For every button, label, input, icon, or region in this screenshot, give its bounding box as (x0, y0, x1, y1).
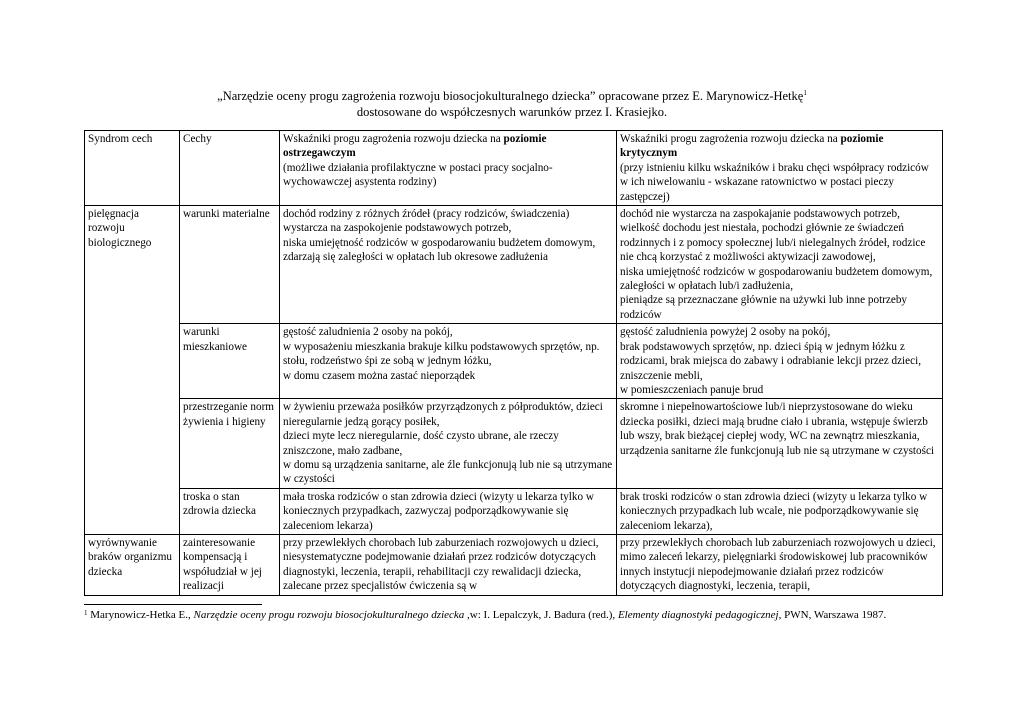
feature-cell: warunki materialne (180, 206, 280, 324)
table-row (85, 534, 943, 595)
title-line-2: dostosowane do współczesnych warunków przez I. Krasiejko. (356, 105, 668, 119)
warning-level-note: (możliwe działania profilaktyczne w postaci pracy socjalno-wychowawczej asystenta rodziny) (283, 161, 553, 189)
critical-cell: dochód nie wystarcza na zaspokajanie podstawowych potrzeb, wielkość dochodu jest niestała, pochodzi głównie ze świadczeń rodzinnych i z pomocy społecznej lub/i nielegalnych źródeł, rodzice nie chcą korzystać z możliwości aktywizacji zawodowej, niska umiejętność rodziców w gospodarowaniu budżetem domowym, zaległości w opłatach lub/i zadłużenia, pieniądze są przeznaczane głównie na używki lub inne potrzeby rodziców (617, 206, 943, 324)
warning-cell: mała troska rodziców o stan zdrowia dzieci (wizyty u lekarza tylko w koniecznych przypadkach, zazwyczaj podporządkowywanie się zaleceniom lekarza) (280, 488, 617, 534)
table-row (85, 488, 943, 534)
critical-cell: przy przewlekłych chorobach lub zaburzeniach rozwojowych u dzieci, mimo zaleceń lekarzy, pielęgniarki środowiskowej lub pracowników innych instytucji niepodejmowanie działań przez rodziców dotyczących diagnostyki, leczenia, terapii, (617, 534, 943, 595)
document-title (0, 88, 1024, 120)
warning-cell: gęstość zaludnienia 2 osoby na pokój, w wyposażeniu mieszkania brakuje kilku podstawowych sprzętów, np. stołu, rodzeństwo śpi ze sobą w jednym łóżku, w domu czasem można zastać nieporządek (280, 324, 617, 399)
critical-cell: skromne i niepełnowartościowe lub/i nieprzystosowane do wieku dziecka posiłki, dzieci mają brudne ciało i ubrania, wstępuje świerzb lub wszy, brak bieżącej ciepłej wody, WC na zewnątrz mieszkania, urządzenia sanitarne źle funkcjonują lub nie są utrzymane w czystości (617, 399, 943, 488)
footnote-work-title: Narzędzie oceny progu rozwoju biosocjokulturalnego dziecka (193, 609, 465, 621)
footnote-number: 1 (84, 609, 88, 617)
table-row (85, 206, 943, 324)
footnote-reference: 1 (803, 89, 807, 97)
footnote-separator (84, 604, 262, 605)
header-syndrome: Syndrom cech (85, 131, 180, 206)
feature-cell: przestrzeganie norm żywienia i higieny (180, 399, 280, 488)
footnote-book-title: Elementy diagnostyki pedagogicznej (617, 609, 779, 621)
critical-cell: brak troski rodziców o stan zdrowia dzieci (wizyty u lekarza tylko w koniecznych przypadkach lub wcale, nie podporządkowywanie się zaleceniom lekarza), (617, 488, 943, 534)
table-row (85, 324, 943, 399)
title-line-1: „Narzędzie oceny progu zagrożenia rozwoju biosocjokulturalnego dziecka” opracowane przez E. Marynowicz-Hetkę$^1$ (217, 89, 807, 103)
feature-cell: troska o stan zdrowia dziecka (180, 488, 280, 534)
feature-cell: zainteresowanie kompensacją i współudział w jej realizacji (180, 534, 280, 595)
table-header-row (85, 131, 943, 206)
critical-cell: gęstość zaludnienia powyżej 2 osoby na pokój, brak podstawowych sprzętów, np. dzieci śpią w jednym łóżku z rodzicami, brak miejsca do zabawy i odrabianie lekcji przez dzieci, zniszczenie mebli, w pomieszczeniach panuje brud (617, 324, 943, 399)
warning-level-label: poziomie ostrzegawczym (283, 133, 547, 160)
header-critical-level: Wskaźniki progu zagrożenia rozwoju dziecka na poziomie krytycznym (przy istnieniu kilku wskaźników i braku chęci współpracy rodziców w ich niwelowaniu - wskazane ratownictwo w postaci pieczy zastępczej) (617, 131, 943, 206)
table-row (85, 399, 943, 488)
warning-cell: w żywieniu przeważa posiłków przyrządzonych z półproduktów, dzieci nieregularnie jedzą gorący posiłek, dzieci myte lecz nieregularnie, dość czysto ubrane, ale rzeczy zniszczone, mało zadbane, w domu są urządzenia sanitarne, ale źle funkcjonują lub nie są utrzymane w czystości (280, 399, 617, 488)
header-warning-level: Wskaźniki progu zagrożenia rozwoju dziecka na poziomie ostrzegawczym (możliwe działania profilaktyczne w postaci pracy socjalno-wychowawczej asystenta rodziny) (280, 131, 617, 206)
feature-cell: warunki mieszkaniowe (180, 324, 280, 399)
critical-level-label: poziomie krytycznym (620, 133, 884, 160)
warning-cell: przy przewlekłych chorobach lub zaburzeniach rozwojowych u dzieci, niesystematyczne podejmowanie działań przez rodziców dotyczących diagnostyki, leczenia, terapii, rehabilitacji czy rewalidacji dziecka, zalecane przez specjalistów ćwiczenia są w (280, 534, 617, 595)
header-features: Cechy (180, 131, 280, 206)
assessment-table (84, 130, 943, 596)
critical-level-note: (przy istnieniu kilku wskaźników i braku chęci współpracy rodziców w ich niwelowaniu - wskazane ratownictwo w postaci pieczy zastępczej) (620, 161, 929, 203)
warning-cell: dochód rodziny z różnych źródeł (pracy rodziców, świadczenia) wystarcza na zaspokojenie podstawowych potrzeb, niska umiejętność rodziców w gospodarowaniu budżetem domowym, zdarzają się zaległości w opłatach lub okresowe zadłużenia (280, 206, 617, 324)
syndrome-cell: pielęgnacja rozwoju biologicznego (85, 206, 180, 535)
syndrome-cell: wyrównywanie braków organizmu dziecka (85, 534, 180, 595)
footnote: $^1$ Marynowicz-Hetka E., Narzędzie oceny progu rozwoju biosocjokulturalnego dziecka ,w: I. Lepalczyk, J. Badura (red.), Elementy diagnostyki pedagogicznej, PWN, Warszawa 1987. (84, 609, 887, 621)
